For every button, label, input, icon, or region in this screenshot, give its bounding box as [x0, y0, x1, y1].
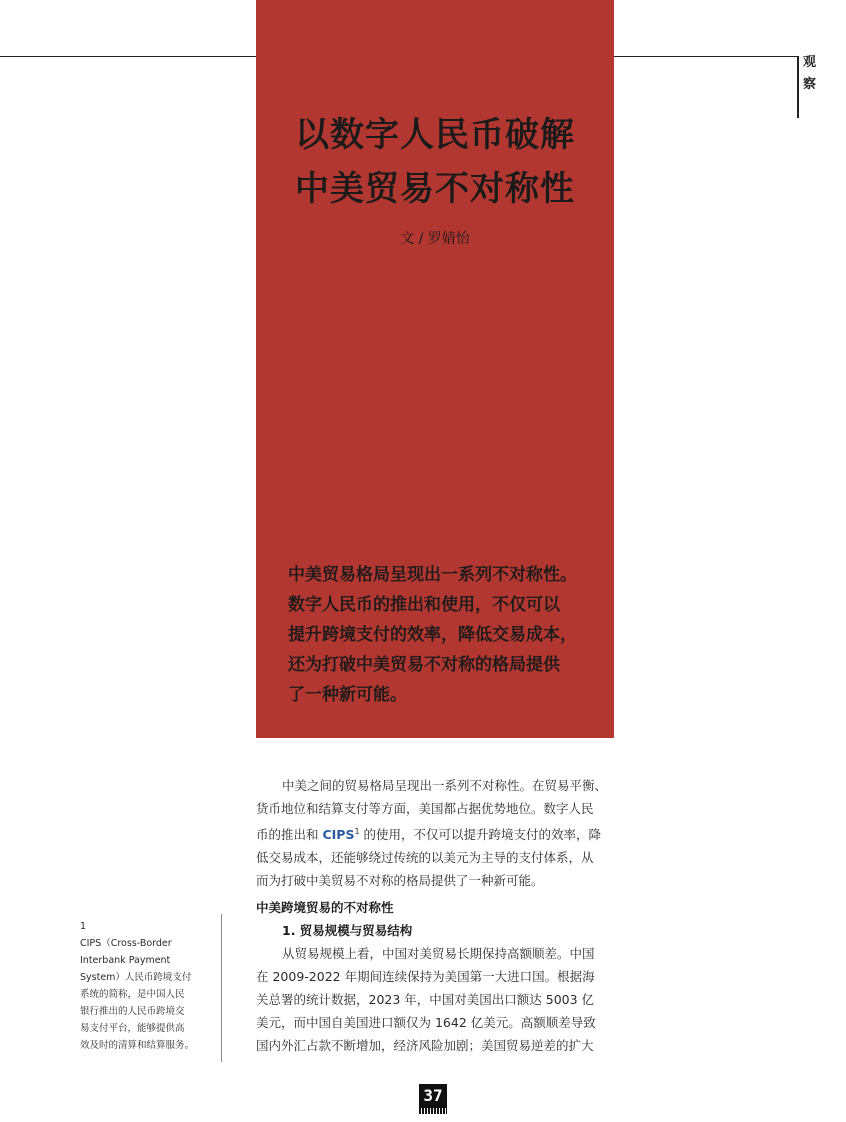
footnote-number: 1 — [80, 921, 87, 932]
abstract-line: 了一种新可能。 — [288, 685, 407, 705]
abstract-line: 还为打破中美贸易不对称的格局提供 — [288, 655, 560, 675]
section-bar — [797, 56, 799, 118]
section-char: 观 — [803, 55, 817, 70]
footnote-line: 易支付平台，能够提供高 — [80, 1023, 185, 1034]
sub-heading: 1. 贸易规模与贸易结构 — [282, 923, 413, 939]
footnote-line: 效及时的清算和结算服务。 — [80, 1040, 195, 1051]
body-line: 关总署的统计数据，2023 年，中国对美国出口额达 5003 亿 — [256, 992, 595, 1008]
footnote-line: 系统的简称，是中国人民 — [80, 989, 185, 1000]
body-text-fragment: 币的推出和 — [256, 827, 323, 843]
body-line: 从贸易规模上看，中国对美贸易长期保持高额顺差。中国 — [282, 946, 595, 962]
footnote-line: Interbank Payment — [80, 955, 171, 966]
footnote — [80, 918, 202, 1054]
article-author: 文 / 罗婧怡 — [400, 231, 470, 247]
article-abstract — [288, 560, 588, 710]
body-line: 在 2009-2022 年期间连续保持为美国第一大进口国。根据海 — [256, 969, 595, 985]
title-block — [256, 0, 614, 738]
title-line: 中美贸易不对称性 — [295, 169, 575, 209]
footnote-line: 银行推出的人民币跨境交 — [80, 1006, 185, 1017]
cips-label: CIPS — [322, 827, 355, 843]
abstract-line: 提升跨境支付的效率，降低交易成本， — [288, 625, 577, 645]
body-line: 国内外汇占款不断增加，经济风险加剧；美国贸易逆差的扩大 — [256, 1038, 594, 1054]
footnote-divider — [221, 914, 222, 1062]
page-number: 37 — [419, 1084, 447, 1114]
footnote-line: System）人民币跨境支付 — [80, 972, 192, 983]
footnote-line: CIPS（Cross-Border — [80, 938, 172, 949]
body-line: 低交易成本，还能够绕过传统的以美元为主导的支付体系，从 — [256, 850, 594, 866]
article-title — [256, 108, 614, 216]
body-line: 货币地位和结算支付等方面，美国都占据优势地位。数字人民 — [256, 801, 594, 816]
top-rule-left — [0, 56, 256, 57]
title-line: 以数字人民币破解 — [295, 115, 575, 155]
cips-term — [322, 827, 359, 842]
article-body — [256, 774, 616, 1057]
section-tag — [803, 52, 819, 96]
body-text-fragment: 的使用，不仅可以提升跨境支付的效率，降 — [359, 827, 602, 843]
section-heading: 中美跨境贸易的不对称性 — [256, 900, 394, 916]
body-line — [256, 820, 616, 846]
footnote-ref[interactable]: 1 — [354, 827, 360, 836]
abstract-line: 中美贸易格局呈现出一系列不对称性。 — [288, 565, 577, 585]
body-line: 中美之间的贸易格局呈现出一系列不对称性。在贸易平衡、 — [282, 778, 608, 793]
body-line: 美元，而中国自美国进口额仅为 1642 亿美元。高额顺差导致 — [256, 1015, 596, 1031]
section-char: 察 — [803, 77, 817, 92]
top-rule-right — [614, 56, 798, 57]
body-line: 而为打破中美贸易不对称的格局提供了一种新可能。 — [256, 873, 544, 889]
abstract-line: 数字人民币的推出和使用，不仅可以 — [288, 595, 560, 615]
